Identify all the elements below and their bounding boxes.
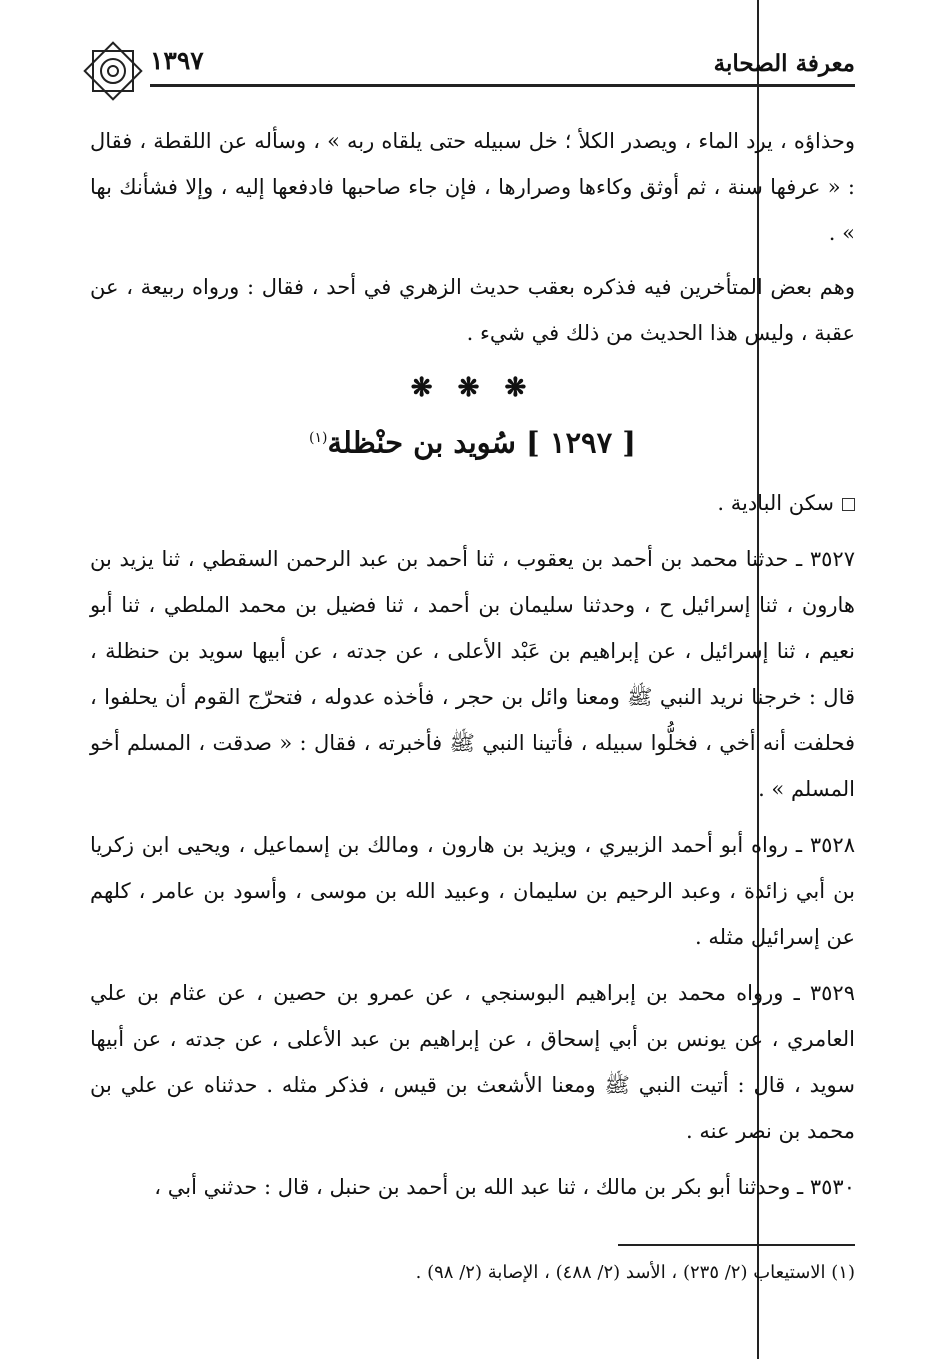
hadith-paragraph: ٣٥٣٠ ـ وحدثنا أبو بكر بن مالك ، ثنا عبد الله بن أحمد بن حنبل ، قال : حدثني أبي ، xyxy=(154,1175,855,1199)
intro-note xyxy=(90,480,855,526)
footnote-rule xyxy=(618,1244,855,1246)
paragraph: وحذاؤه ، يرد الماء ، ويصدر الكلأ ؛ خل سبيله حتى يلقاه ربه » ، وسأله عن اللقطة ، فقال : « عرفها سنة ، ثم أوثق وكاءها وصرارها ، فإن جاء صاحبها فادفعها إليه ، وإلا فشأنك بها » . xyxy=(90,129,855,245)
section-heading-text: [ ١٢٩٧ ] سُويد بن حنْظلة xyxy=(327,425,637,460)
footnote-ref: (١) xyxy=(308,430,328,446)
page-header xyxy=(80,38,855,104)
hadith-paragraph: ٣٥٢٩ ـ ورواه محمد بن إبراهيم البوسنجي ، عن عمرو بن حصين ، عن عثام بن علي العامري ، عن يونس بن أبي إسحاق ، عن إبراهيم بن عبد الأعلى ، عن جدته ، عن أبيها سويد ، قال : أتيت النبي ﷺ ومعنا الأشعث بن قيس ، فذكر مثله . حدثناه عن علي بن محمد بن نصر عنه . xyxy=(90,981,855,1143)
header-rule xyxy=(150,84,855,87)
section-separator: ❋ ❋ ❋ xyxy=(410,373,535,403)
footnote: (١) الاستيعاب (٢/ ٢٣٥) ، الأسد (٢/ ٤٨٨) ، الإصابة (٢/ ٩٨) . xyxy=(415,1262,855,1283)
running-title: معرفة الصحابة xyxy=(713,50,855,77)
hadith-paragraph: ٣٥٢٨ ـ رواه أبو أحمد الزبيري ، ويزيد بن هارون ، ومالك بن إسماعيل ، ويحيى ابن زكريا بن أبي زائدة ، وعبد الرحيم بن سليمان ، وعبيد الله بن موسى ، وأسود بن عامر ، كلهم عن إسرائيل مثله . xyxy=(90,833,855,949)
square-marker-icon xyxy=(842,498,855,511)
hadith-paragraph: ٣٥٢٧ ـ حدثنا محمد بن أحمد بن يعقوب ، ثنا أحمد بن عبد الرحمن السقطي ، ثنا يزيد بن هارون ، ثنا إسرائيل ح ، وحدثنا سليمان بن أحمد ، ثنا فضيل بن محمد الملطي ، ثنا أبو نعيم ، ثنا إسرائيل ، عن إبراهيم بن عَبْد الأعلى ، عن جدته ، عن أبيها سويد بن حنظلة ، قال : خرجنا نريد النبي ﷺ ومعنا وائل بن حجر ، فأخذه عدوله ، فتحرّج القوم أن يحلفوا ، فحلفت أنه أخي ، فخلُّوا سبيله ، فأتينا النبي ﷺ فأخبرته ، فقال : « صدقت ، المسلم أخو المسلم » . xyxy=(90,547,855,801)
page-number: ١٣٩٧ xyxy=(150,46,204,75)
star-ornament-icon xyxy=(80,38,146,104)
paragraph: وهم بعض المتأخرين فيه فذكره بعقب حديث الزهري في أحد ، فقال : ورواه ربيعة ، عن عقبة ، وليس هذا الحديث من ذلك في شيء . xyxy=(90,275,855,345)
intro-note-text: سكن البادية . xyxy=(717,491,834,515)
page-body xyxy=(90,118,855,1220)
section-heading xyxy=(90,410,855,474)
